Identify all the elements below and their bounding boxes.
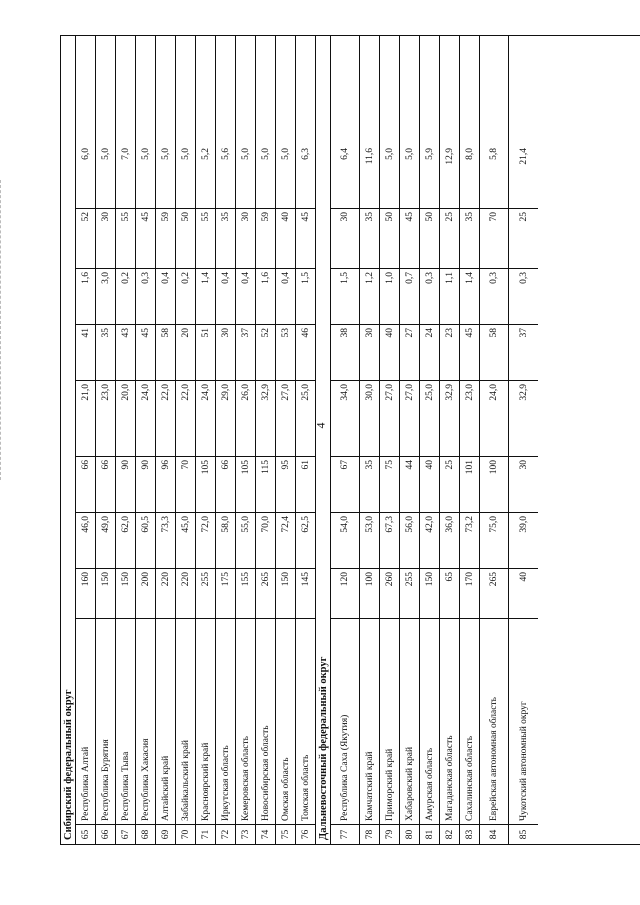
region-name: Чукотский автономный округ bbox=[509, 618, 538, 824]
value-cell: 56,0 bbox=[400, 512, 419, 568]
region-name: Еврейская автономная область bbox=[480, 618, 508, 824]
value-cell: 38 bbox=[331, 324, 359, 380]
region-name: Сахалинская область bbox=[460, 618, 479, 824]
region-name: Республика Саха (Якутия) bbox=[331, 618, 359, 824]
value-cell: 3,0 bbox=[96, 268, 115, 324]
value-cell: 5,0 bbox=[140, 148, 151, 160]
value-cell: 24,0 bbox=[136, 380, 155, 456]
value-cell: 0,4 bbox=[216, 268, 235, 324]
value-cell: 6,4 bbox=[340, 148, 350, 160]
value-cell: 35 bbox=[216, 208, 235, 268]
value-cell: 40 bbox=[509, 568, 538, 618]
value-cell: 7,0 bbox=[120, 148, 131, 160]
value-cell: 23,0 bbox=[460, 380, 479, 456]
data-table bbox=[60, 35, 640, 845]
value-cell: 101 bbox=[460, 456, 479, 512]
table-row bbox=[136, 36, 156, 844]
value-cell: 24,0 bbox=[196, 380, 215, 456]
value-cell: 1,4 bbox=[460, 268, 479, 324]
section-title: Сибирский федеральный округ bbox=[61, 36, 76, 844]
value-cell: 45 bbox=[136, 324, 155, 380]
value-cell: 51 bbox=[196, 324, 215, 380]
value-cell: 50 bbox=[380, 208, 399, 268]
value-cell: 67,3 bbox=[380, 512, 399, 568]
value-cell: 20 bbox=[176, 324, 195, 380]
value-cell: 40 bbox=[276, 208, 295, 268]
value-cell: 26,0 bbox=[236, 380, 255, 456]
value-cell: 155 bbox=[236, 568, 255, 618]
value-cell: 150 bbox=[276, 568, 295, 618]
row-number: 82 bbox=[440, 824, 459, 844]
region-name: Красноярский край bbox=[196, 618, 215, 824]
value-cell: 175 bbox=[216, 568, 235, 618]
row-number: 72 bbox=[216, 824, 235, 844]
value-cell: 45,0 bbox=[176, 512, 195, 568]
table-row bbox=[480, 36, 509, 844]
value-cell: 30 bbox=[360, 324, 379, 380]
value-cell: 27,0 bbox=[400, 380, 419, 456]
value-cell: 73,3 bbox=[156, 512, 175, 568]
value-cell: 145 bbox=[296, 568, 315, 618]
value-cell: 73,2 bbox=[460, 512, 479, 568]
value-cell: 60,5 bbox=[136, 512, 155, 568]
value-cell: 49,0 bbox=[96, 512, 115, 568]
value-cell: 45 bbox=[136, 208, 155, 268]
value-cell: 75,0 bbox=[480, 512, 508, 568]
value-cell: 42,0 bbox=[420, 512, 439, 568]
value-cell: 95 bbox=[276, 456, 295, 512]
row-number: 71 bbox=[196, 824, 215, 844]
table-row bbox=[116, 36, 136, 844]
value-cell: 200 bbox=[136, 568, 155, 618]
value-cell: 35 bbox=[96, 324, 115, 380]
row-number: 83 bbox=[460, 824, 479, 844]
value-cell: 32,9 bbox=[256, 380, 275, 456]
value-cell: 24,0 bbox=[480, 380, 508, 456]
value-cell: 30 bbox=[236, 208, 255, 268]
table-row bbox=[176, 36, 196, 844]
row-number: 66 bbox=[96, 824, 115, 844]
row-number: 80 bbox=[400, 824, 419, 844]
value-cell: 150 bbox=[420, 568, 439, 618]
value-cell: 220 bbox=[176, 568, 195, 618]
row-number: 75 bbox=[276, 824, 295, 844]
value-cell: 45 bbox=[296, 208, 315, 268]
value-cell: 35 bbox=[360, 456, 379, 512]
value-cell: 90 bbox=[136, 456, 155, 512]
value-cell: 65 bbox=[440, 568, 459, 618]
value-cell: 37 bbox=[509, 324, 538, 380]
value-cell: 72,0 bbox=[196, 512, 215, 568]
table-row bbox=[76, 36, 96, 844]
region-name: Магаданская область bbox=[440, 618, 459, 824]
value-cell: 32,9 bbox=[440, 380, 459, 456]
value-cell: 265 bbox=[480, 568, 508, 618]
value-cell: 160 bbox=[76, 568, 95, 618]
value-cell: 66 bbox=[96, 456, 115, 512]
value-cell: 75 bbox=[380, 456, 399, 512]
value-cell: 5,6 bbox=[220, 148, 231, 160]
value-cell: 105 bbox=[236, 456, 255, 512]
value-cell: 36,0 bbox=[440, 512, 459, 568]
value-cell: 70 bbox=[480, 208, 508, 268]
value-cell: 34,0 bbox=[331, 380, 359, 456]
value-cell: 105 bbox=[196, 456, 215, 512]
value-cell: 0,2 bbox=[176, 268, 195, 324]
value-cell: 66 bbox=[216, 456, 235, 512]
value-cell: 29,0 bbox=[216, 380, 235, 456]
row-number: 67 bbox=[116, 824, 135, 844]
value-cell: 260 bbox=[380, 568, 399, 618]
value-cell: 96 bbox=[156, 456, 175, 512]
region-name: Хабаровский край bbox=[400, 618, 419, 824]
value-cell: 1,0 bbox=[380, 268, 399, 324]
value-cell: 100 bbox=[360, 568, 379, 618]
value-cell: 12,9 bbox=[444, 148, 455, 165]
row-number: 70 bbox=[176, 824, 195, 844]
value-cell: 120 bbox=[331, 568, 359, 618]
value-cell: 53 bbox=[276, 324, 295, 380]
region-name: Омская область bbox=[276, 618, 295, 824]
row-number: 85 bbox=[509, 824, 538, 844]
value-cell: 6,3 bbox=[300, 148, 311, 160]
value-cell: 62,0 bbox=[116, 512, 135, 568]
value-cell: 1,6 bbox=[76, 268, 95, 324]
value-cell: 27,0 bbox=[276, 380, 295, 456]
value-cell: 50 bbox=[176, 208, 195, 268]
value-cell: 30 bbox=[216, 324, 235, 380]
value-cell: 44 bbox=[400, 456, 419, 512]
region-name: Новосибирская область bbox=[256, 618, 275, 824]
value-cell: 27 bbox=[400, 324, 419, 380]
value-cell: 54,0 bbox=[331, 512, 359, 568]
row-number: 65 bbox=[76, 824, 95, 844]
region-name: Амурская область bbox=[420, 618, 439, 824]
value-cell: 25,0 bbox=[420, 380, 439, 456]
value-cell: 5,0 bbox=[100, 148, 111, 160]
value-cell: 30,0 bbox=[360, 380, 379, 456]
value-cell: 70,0 bbox=[256, 512, 275, 568]
value-cell: 59 bbox=[256, 208, 275, 268]
value-cell: 25 bbox=[440, 208, 459, 268]
value-cell: 58 bbox=[480, 324, 508, 380]
row-number: 68 bbox=[136, 824, 155, 844]
value-cell: 22,0 bbox=[176, 380, 195, 456]
value-cell: 0,4 bbox=[236, 268, 255, 324]
value-cell: 1,6 bbox=[256, 268, 275, 324]
value-cell: 24 bbox=[420, 324, 439, 380]
row-number: 76 bbox=[296, 824, 315, 844]
value-cell: 115 bbox=[256, 456, 275, 512]
value-cell: 72,4 bbox=[276, 512, 295, 568]
table-row bbox=[420, 36, 440, 844]
value-cell: 5,0 bbox=[260, 148, 271, 160]
value-cell: 58,0 bbox=[216, 512, 235, 568]
value-cell: 30 bbox=[509, 456, 538, 512]
table-row bbox=[196, 36, 216, 844]
region-name: Кемеровская область bbox=[236, 618, 255, 824]
section-title: Дальневосточный федеральный округ bbox=[316, 36, 331, 844]
value-cell: 0,3 bbox=[480, 268, 508, 324]
row-number: 81 bbox=[420, 824, 439, 844]
value-cell: 20,0 bbox=[116, 380, 135, 456]
value-cell: 61 bbox=[296, 456, 315, 512]
value-cell: 23,0 bbox=[96, 380, 115, 456]
row-number: 78 bbox=[360, 824, 379, 844]
value-cell: 53,0 bbox=[360, 512, 379, 568]
value-cell: 62,5 bbox=[296, 512, 315, 568]
value-cell: 0,7 bbox=[400, 268, 419, 324]
value-cell: 90 bbox=[116, 456, 135, 512]
value-cell: 35 bbox=[360, 208, 379, 268]
region-name: Иркутская область bbox=[216, 618, 235, 824]
region-name: Республика Хакасия bbox=[136, 618, 155, 824]
value-cell: 22,0 bbox=[156, 380, 175, 456]
value-cell: 21,4 bbox=[518, 148, 529, 165]
value-cell: 170 bbox=[460, 568, 479, 618]
value-cell: 255 bbox=[196, 568, 215, 618]
value-cell: 255 bbox=[400, 568, 419, 618]
value-cell: 41 bbox=[76, 324, 95, 380]
value-cell: 220 bbox=[156, 568, 175, 618]
value-cell: 8,0 bbox=[464, 148, 475, 160]
value-cell: 66 bbox=[76, 456, 95, 512]
value-cell: 25 bbox=[509, 208, 538, 268]
value-cell: 0,4 bbox=[156, 268, 175, 324]
region-name: Республика Бурятия bbox=[96, 618, 115, 824]
value-cell: 5,0 bbox=[180, 148, 191, 160]
value-cell: 55,0 bbox=[236, 512, 255, 568]
value-cell: 1,5 bbox=[296, 268, 315, 324]
value-cell: 30 bbox=[331, 208, 359, 268]
value-cell: 25,0 bbox=[296, 380, 315, 456]
value-cell: 27,0 bbox=[380, 380, 399, 456]
table-row bbox=[360, 36, 380, 844]
value-cell: 23 bbox=[440, 324, 459, 380]
region-name: Томская область bbox=[296, 618, 315, 824]
value-cell: 59 bbox=[156, 208, 175, 268]
table-row bbox=[156, 36, 176, 844]
value-cell: 25 bbox=[440, 456, 459, 512]
table-row bbox=[216, 36, 236, 844]
row-number: 74 bbox=[256, 824, 275, 844]
scan-edge-mark bbox=[0, 180, 2, 480]
value-cell: 100 bbox=[480, 456, 508, 512]
value-cell: 11,6 bbox=[364, 148, 375, 165]
value-cell: 0,3 bbox=[420, 268, 439, 324]
region-name: Республика Тыва bbox=[116, 618, 135, 824]
row-number: 73 bbox=[236, 824, 255, 844]
value-cell: 1,4 bbox=[196, 268, 215, 324]
value-cell: 1,2 bbox=[360, 268, 379, 324]
value-cell: 5,8 bbox=[489, 148, 499, 160]
value-cell: 67 bbox=[331, 456, 359, 512]
value-cell: 5,2 bbox=[200, 148, 211, 160]
row-number: 69 bbox=[156, 824, 175, 844]
region-name: Камчатский край bbox=[360, 618, 379, 824]
value-cell: 45 bbox=[460, 324, 479, 380]
row-number: 79 bbox=[380, 824, 399, 844]
value-cell: 52 bbox=[256, 324, 275, 380]
table-row bbox=[331, 36, 360, 844]
value-cell: 0,2 bbox=[116, 268, 135, 324]
table-row bbox=[440, 36, 460, 844]
page-number: 4 bbox=[313, 422, 328, 429]
value-cell: 55 bbox=[196, 208, 215, 268]
value-cell: 21,0 bbox=[76, 380, 95, 456]
value-cell: 50 bbox=[420, 208, 439, 268]
row-number: 84 bbox=[480, 824, 508, 844]
value-cell: 46 bbox=[296, 324, 315, 380]
value-cell: 6,0 bbox=[80, 148, 91, 160]
region-name: Приморский край bbox=[380, 618, 399, 824]
value-cell: 37 bbox=[236, 324, 255, 380]
value-cell: 52 bbox=[76, 208, 95, 268]
value-cell: 35 bbox=[460, 208, 479, 268]
value-cell: 1,1 bbox=[440, 268, 459, 324]
region-name: Алтайский край bbox=[156, 618, 175, 824]
value-cell: 70 bbox=[176, 456, 195, 512]
value-cell: 30 bbox=[96, 208, 115, 268]
table-row bbox=[96, 36, 116, 844]
value-cell: 40 bbox=[380, 324, 399, 380]
value-cell: 5,0 bbox=[404, 148, 415, 160]
table-row bbox=[509, 36, 538, 844]
value-cell: 45 bbox=[400, 208, 419, 268]
value-cell: 5,9 bbox=[424, 148, 435, 160]
table-row bbox=[236, 36, 256, 844]
value-cell: 46,0 bbox=[76, 512, 95, 568]
table-row bbox=[380, 36, 400, 844]
value-cell: 0,3 bbox=[136, 268, 155, 324]
table-row bbox=[400, 36, 420, 844]
value-cell: 0,3 bbox=[509, 268, 538, 324]
value-cell: 150 bbox=[96, 568, 115, 618]
region-name: Республика Алтай bbox=[76, 618, 95, 824]
value-cell: 40 bbox=[420, 456, 439, 512]
table-row bbox=[276, 36, 296, 844]
row-number: 77 bbox=[331, 824, 359, 844]
value-cell: 43 bbox=[116, 324, 135, 380]
value-cell: 150 bbox=[116, 568, 135, 618]
value-cell: 265 bbox=[256, 568, 275, 618]
region-name: Забайкальский край bbox=[176, 618, 195, 824]
value-cell: 58 bbox=[156, 324, 175, 380]
value-cell: 1,5 bbox=[331, 268, 359, 324]
value-cell: 32,9 bbox=[509, 380, 538, 456]
value-cell: 0,4 bbox=[276, 268, 295, 324]
value-cell: 5,0 bbox=[160, 148, 171, 160]
value-cell: 5,0 bbox=[384, 148, 395, 160]
value-cell: 55 bbox=[116, 208, 135, 268]
table-row bbox=[460, 36, 480, 844]
table-row bbox=[256, 36, 276, 844]
table-row bbox=[296, 36, 316, 844]
value-cell: 5,0 bbox=[280, 148, 291, 160]
value-cell: 39,0 bbox=[509, 512, 538, 568]
value-cell: 5,0 bbox=[240, 148, 251, 160]
